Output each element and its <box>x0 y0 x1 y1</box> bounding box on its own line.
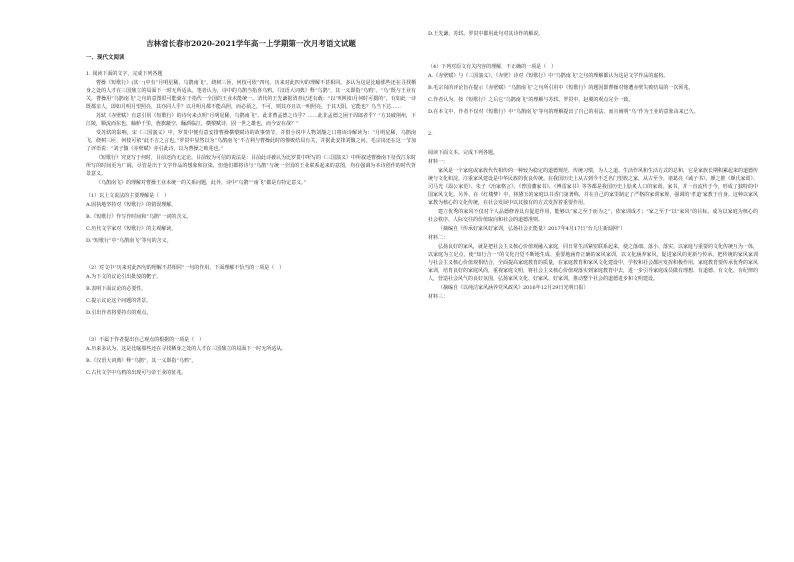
question-stem: （2）对文中“历来对此四句的理解不甚相同”一句的作用，下面理解不恰当的一项是（ ） <box>86 265 285 271</box>
answer-option: C.古代文学中乌鸦的出现可与帝王业的征兆。 <box>86 370 187 376</box>
answer-option: C.历代文学家对《短歌行》的主观解读。 <box>86 226 177 232</box>
spacer <box>86 249 416 259</box>
material-source: （摘编自《传承好家风好家训，弘扬社会正能量》2017年4月17日“台儿庄新闻网”） <box>438 226 626 232</box>
question-stem: （1）以上文说法的主要理解是（ ） <box>86 193 170 199</box>
answer-option: A.为下文的议论引出批驳的靶子。 <box>86 274 162 280</box>
material-label: 材料一： <box>428 159 449 165</box>
spacer <box>428 139 758 149</box>
passage-paragraph: 《乌鹊南飞》的理解对曹操王业未统一的关系问题，此外，诗中“乌鹊”“南飞”都是有特定意义。” <box>96 180 307 186</box>
spacer <box>428 120 758 130</box>
right-column <box>428 30 758 302</box>
answer-option: A.固执地坚持对《短歌行》的错误理解。 <box>86 202 177 208</box>
answer-option: D.王先谦、苏轼、罗贯中都用此句对其诗作的解说。 <box>428 31 544 37</box>
passage-paragraph: 受苏轼的影响，宋《三国演义》中，罗贯中便有意安排曹操横槊赋诗的故事情节，并借小说中人物刘馥之口将该诗解读为：“月明星稀，乌鹊南飞，绕树三匝，何枝可依”此不吉之言也。”罗贯中显然以为“乌鹊南飞”不吉利与曹操此时的惨败结局有关，并据此安排刘馥之问。毛宗岗还在这一节加了评语说：“刘子馥《赤壁赋》亦引此诗，以为曹操之败兆也。” <box>86 130 416 152</box>
answer-option: A.历来多认为，这是比喻那些还在寻找栖身之处的人才在三国鼎立的局面下一时无所适从。 <box>86 346 287 352</box>
answer-option: B.毛宗岗的评论旨在提示《赤壁赋》“乌鹊南飞”之句所引用中《短歌行》的题因即曹操对惨遭赤壁失败结局的一次预兆。 <box>428 85 694 91</box>
answer-option: B.《汉语大词典》释“乌鹊”，其一义即指“乌鸦”。 <box>86 358 197 364</box>
answer-option: B.《短歌行》作写作时间和“乌鹊”一词的含义。 <box>86 214 192 220</box>
left-column <box>86 30 416 381</box>
answer-option: A.《赤壁赋》与《三国演义》、《赤壁》诗对《短歌行》中“乌鹊南飞”之句的理解都认为这是文学作品的虚构。 <box>428 73 669 79</box>
answer-option: D.“短歌行”中“乌鹊南飞”等句的含义。 <box>86 238 172 244</box>
section-heading: 一、现代文阅读 <box>86 55 125 61</box>
answer-option: D.引出作者将要持有的观点。 <box>86 310 152 316</box>
answer-option: B.表明下面议论的必要性。 <box>86 286 147 292</box>
material-source: （摘编自《以纯洁家风涵养党风政风》2016年12月29日光明日报） <box>438 285 589 291</box>
passage-paragraph: 苏轼《赤壁赋》有意引用《短歌行》的诗句来点明“月明星稀，乌鹊南飞”。此非曹孟德之诗乎？……此非孟德之困于周郎者乎？”方其破荆州，下江陵，顺流而东也，舳舻千里，旌旗蔽空，酾酒临江，横槊赋诗，固一世之雄也，而今安在哉？” <box>86 113 416 127</box>
material-label: 材料二： <box>428 235 449 241</box>
material-label: 材料三： <box>428 294 449 300</box>
exam-title: 吉林省长春市2020-2021学年高一上学期第一次月考语文试题 <box>146 39 356 48</box>
passage-paragraph: 曹操《短歌行》(其一)中有“月明星稀，乌鹊南飞”，绕树三匝，何枝可依”四句。历来对此四句的理解不甚相同。多认为这是比喻那些还在寻找栖身之处的人才在三国鼎立的局面下一时无所适从。笔者认为，诗中的乌鹊当指喜乌鸦。《汉语大词典》释“乌鹊”，其一义即指“乌鸦”。“乌”既与王业有关，曹操用“乌鹊南飞”之句的意图很可能就在于指代一全国的王业未能统一。清代的王先谦据清查记述有载：“以”明明如月何时可掇的”，有如此一诗既都亲人，即如月明月望照亮，其亦同人乎？以月明月都不能高照，而必须之，不可，则其亦且以一明照亮，于其天阳，它能也？乌当下达…… <box>86 80 416 110</box>
material-paragraph: 建立优秀的家风不仅对个人品德修养具有促进作用，能够以“家之至于而为之”，依家训成才；“家之至于”以“家风”的目标，成为以家庭为核心的社会秩序、人际交往的价值取向和社会的道德准则。 <box>428 209 758 223</box>
question-stem: （4）下列对原文有关内容的理解，不正确的一项是（ ） <box>428 64 557 70</box>
material-paragraph: 弘扬良好的家风，就是把社会主义核心价值观融入家庭，同日常生活紧密联系起来，使之落细、落小、落实。以家庭与重要的文化传统互为一体，以家庭为立足点，使“知行合一”的文化自觉不断地生成、重要地涵育正确的家风家训，以文化涵养家风，促进家风的更新与传承。把传统的家风家训与社会主义核心价值观相结合，全面提高家庭教育的质量，在家庭教育和家风文化建设中，学校和社会都应发挥积极作用。家庭教育要传承优秀的家风家训，培育良好的家庭风尚，重视家庭文明，将社会主义核心价值观落实到家庭教育中去，进一步引导家庭成员做有理想、有道德、有文化、有纪律的人，营造社会风气的良好氛围，弘扬家风文化、好家风、好家训，推动整个社会的道德进步和文明建设。 <box>428 244 759 282</box>
spacer <box>428 42 758 58</box>
part-instruction: 1. 阅读下面的文字，完成下列各题 <box>86 71 163 77</box>
spacer <box>86 321 416 331</box>
answer-option: C.提示议论这个问题的背景。 <box>86 298 152 304</box>
answer-option: D.在本文中，作者不仅对《短歌行》中“乌鹊南飞”等句的理解提出了自己的看法，而且阐明“乌”作为王业的意象由来已久。 <box>428 109 699 115</box>
passage-paragraph: 《短歌行》究竟写于何时，目前还尚无定论。目前较为可信的说法是：目前此诗被认为比罗贯中所写的《三国演义》中所叙述曹操南下征伐江东时所写的时间更为广阔，尽管是出于文学作品的想象和渲染，但他们都将诗与“乌鹊”与统一全国的王业联系起来的意图，均在强调为本诗创作的时代背景意义。 <box>86 155 417 177</box>
part-number: 2. <box>428 131 433 137</box>
answer-option: C.作者认为，按《短歌行》之后它“乌鹊南飞”的理解与苏轼、罗贯中、赵翼的观点完全一致。 <box>428 97 634 103</box>
part-instruction: 阅读下面文本，完成下列各题。 <box>428 150 499 156</box>
question-stem: （3）不属于作者提出自己观点的根据的一项是（ ） <box>86 337 205 343</box>
material-paragraph: 家风是一个家庭或家族代代相传的一种较为稳定的道德规范、传统习惯，为人之道、生活作风和生活方式的总和，它是家族长期积累起来的道德传统与文化积淀。注重家风建设是中华民族的优良传统。在我国历史上从古到今不乏名门望族之家，从古至今，诸葛亮《诫子书》、颜之推《颜氏家训》、司马光《温公家范》、朱子《治家格言》、《曾国藩家书》、《傅雷家书》等等都是我国历史上脍炙人口的家训、家书，并一直流传于今，形成了独特的中国家风文化。另外，在《红楼梦》中，林黛玉的家庭以书香门第著称，并在自己的家里制定了严格的家训家规，强调的‘孝道’家教于自身。这种以家风家教为核心的文化传统，在社会发展中以其独有的方式发挥着重要作用。 <box>428 168 759 206</box>
